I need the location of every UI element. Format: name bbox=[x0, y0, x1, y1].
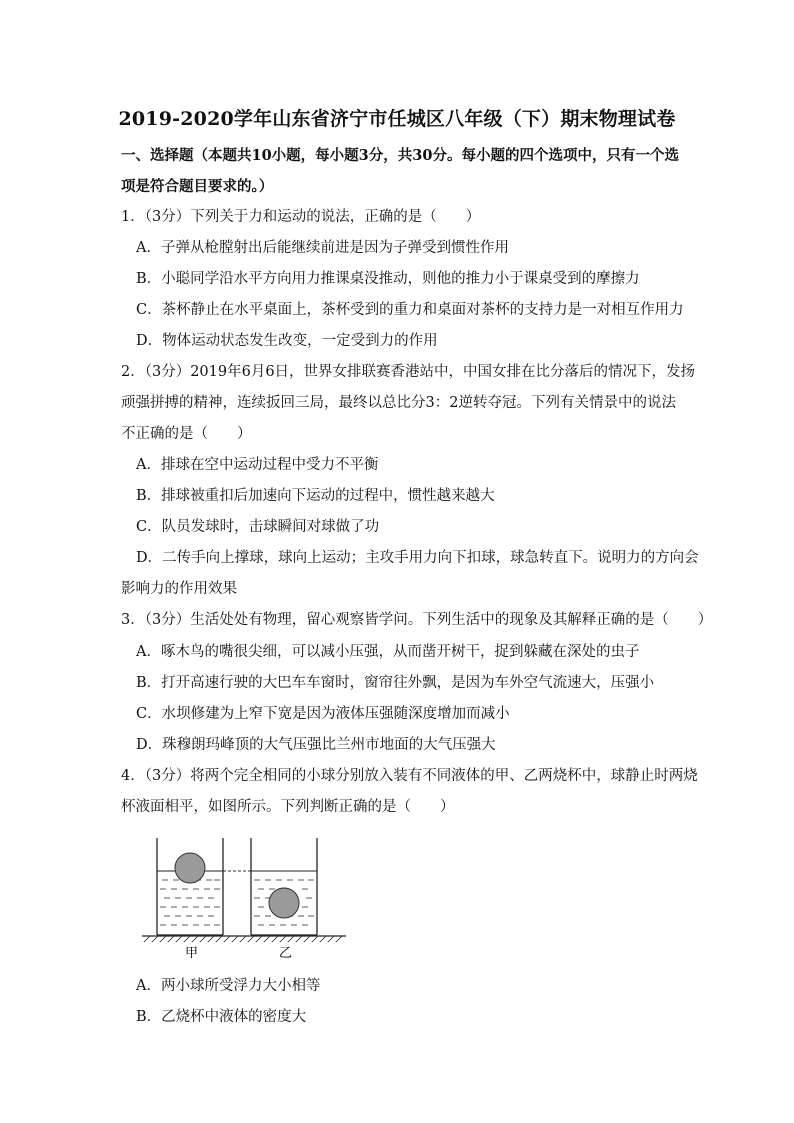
q1-option-b: B．小聪同学沿水平方向用力推课桌没推动，则他的推力小于课桌受到的摩擦力 bbox=[136, 271, 640, 287]
label-jia: 甲 bbox=[185, 946, 199, 961]
q2-option-d-line2: 影响力的作用效果 bbox=[121, 581, 237, 597]
q3-stem: 3．（3分）生活处处有物理，留心观察皆学问。下列生活中的现象及其解释正确的是（ ） bbox=[121, 612, 713, 628]
beaker-jia bbox=[157, 838, 223, 935]
exam-title: 2019-2020学年山东省济宁市任城区八年级（下）期末物理试卷 bbox=[118, 108, 676, 130]
liquid-hatching-jia bbox=[160, 880, 220, 925]
q2-option-a: A．排球在空中运动过程中受力不平衡 bbox=[136, 457, 379, 473]
q3-option-d: D．珠穆朗玛峰顶的大气压强比兰州市地面的大气压强大 bbox=[136, 737, 496, 753]
q4-option-a: A．两小球所受浮力大小相等 bbox=[136, 978, 321, 994]
q1-option-d: D．物体运动状态发生改变，一定受到力的作用 bbox=[136, 333, 438, 349]
q1-option-c: C．茶杯静止在水平桌面上，茶杯受到的重力和桌面对茶杯的支持力是一对相互作用力 bbox=[136, 302, 684, 318]
q2-option-b: B．排球被重扣后加速向下运动的过程中，惯性越来越大 bbox=[136, 488, 495, 504]
q3-option-b: B．打开高速行驶的大巴车车窗时，窗帘往外飘，是因为车外空气流速大，压强小 bbox=[136, 675, 655, 691]
ball-yi bbox=[269, 888, 299, 918]
beaker-yi bbox=[251, 838, 317, 935]
q2-option-c: C．队员发球时，击球瞬间对球做了功 bbox=[136, 519, 380, 535]
section-heading-line2: 项是符合题目要求的。） bbox=[121, 178, 274, 195]
ball-jia bbox=[175, 853, 205, 883]
q1-option-a: A．子弹从枪膛射出后能继续前进是因为子弹受到惯性作用 bbox=[136, 240, 509, 256]
q2-option-d-line1: D．二传手向上撑球，球向上运动；主攻手用力向下扣球，球急转直下。说明力的方向会 bbox=[136, 550, 699, 566]
q4-stem-line1: 4．（3分）将两个完全相同的小球分别放入装有不同液体的甲、乙两烧杯中，球静止时两烧 bbox=[121, 768, 698, 784]
q4-stem-line2: 杯液面相平，如图所示。下列判断正确的是（ ） bbox=[121, 799, 455, 815]
q2-stem-line3: 不正确的是（ ） bbox=[121, 426, 252, 442]
q3-option-c: C．水坝修建为上窄下宽是因为液体压强随深度增加而减小 bbox=[136, 706, 510, 722]
section-heading-line1: 一、选择题（本题共10小题，每小题3分，共30分。每小题的四个选项中，只有一个选 bbox=[121, 147, 679, 164]
q2-stem-line1: 2．（3分）2019年6月6日，世界女排联赛香港站中，中国女排在比分落后的情况下，发扬 bbox=[121, 364, 696, 380]
beaker-figure bbox=[140, 834, 350, 962]
q4-option-b: B．乙烧杯中液体的密度大 bbox=[136, 1009, 307, 1025]
label-yi: 乙 bbox=[279, 946, 293, 961]
ground bbox=[142, 936, 346, 942]
q3-option-a: A．啄木鸟的嘴很尖细，可以减小压强，从而凿开树干，捉到躲藏在深处的虫子 bbox=[136, 644, 640, 660]
q1-stem: 1．（3分）下列关于力和运动的说法，正确的是（ ） bbox=[121, 209, 481, 225]
q2-stem-line2: 顽强拼搏的精神，连续扳回三局，最终以总比分3：2逆转夺冠。下列有关情景中的说法 bbox=[121, 395, 676, 411]
